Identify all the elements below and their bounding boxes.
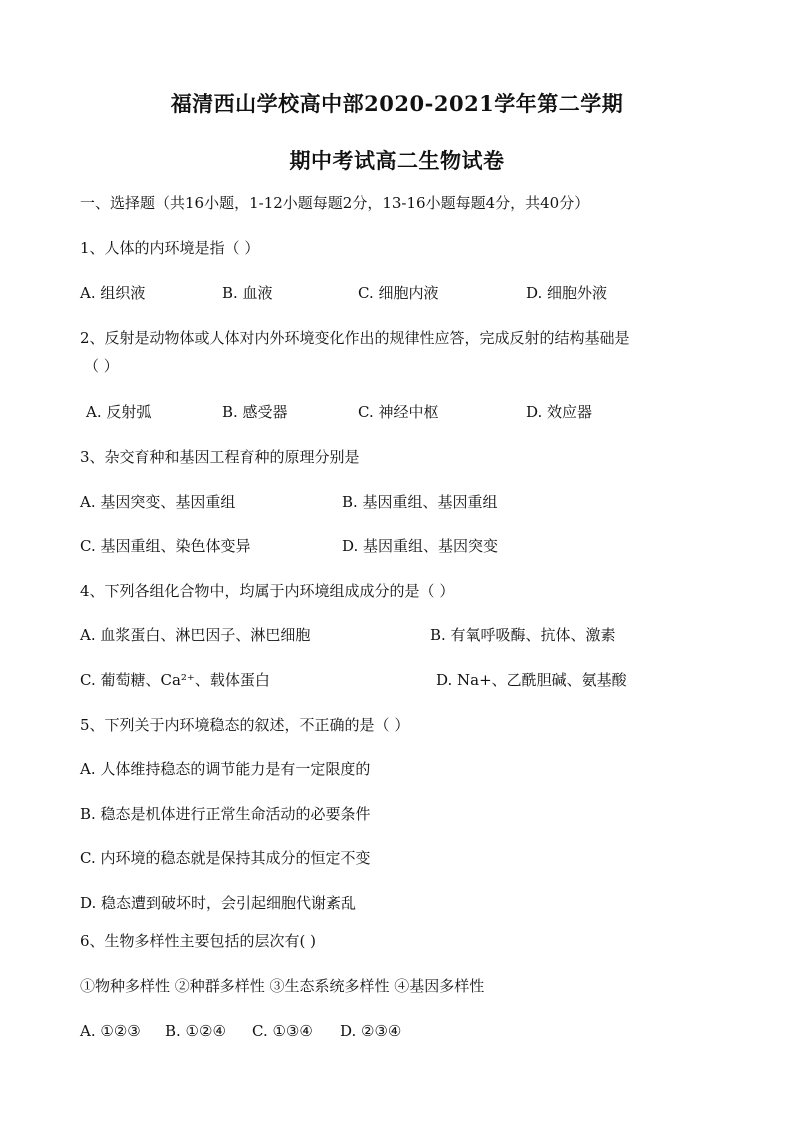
question-4-option-b: B. 有氧呼吸酶、抗体、激素 bbox=[430, 626, 616, 644]
question-2-option-d: D. 效应器 bbox=[526, 403, 593, 421]
question-5-stem: 5、下列关于内环境稳态的叙述，不正确的是（ ） bbox=[80, 716, 410, 734]
question-1-option-b: B. 血液 bbox=[222, 284, 273, 302]
question-1-option-c: C. 细胞内液 bbox=[358, 284, 439, 302]
question-2-option-c: C. 神经中枢 bbox=[358, 403, 439, 421]
question-6-option-d: D. ②③④ bbox=[340, 1022, 402, 1040]
question-6-items: ①物种多样性 ②种群多样性 ③生态系统多样性 ④基因多样性 bbox=[80, 977, 485, 995]
question-3-option-b: B. 基因重组、基因重组 bbox=[342, 493, 498, 511]
question-4-stem: 4、下列各组化合物中，均属于内环境组成成分的是（ ） bbox=[80, 582, 455, 600]
question-4-option-c: C. 葡萄糖、Ca²⁺、载体蛋白 bbox=[80, 671, 270, 689]
section-heading: 一、选择题（共16小题，1-12小题每题2分，13-16小题每题4分，共40分） bbox=[80, 194, 590, 212]
question-3-stem: 3、杂交育种和基因工程育种的原理分别是 bbox=[80, 448, 360, 466]
exam-title-line1: 福清西山学校高中部2020-2021学年第二学期 bbox=[170, 91, 624, 116]
question-2-option-a: A. 反射弧 bbox=[86, 403, 152, 421]
question-3-option-c: C. 基因重组、染色体变异 bbox=[80, 537, 251, 555]
question-4-option-a: A. 血浆蛋白、淋巴因子、淋巴细胞 bbox=[80, 626, 311, 644]
question-4-option-d: D. Na+、乙酰胆碱、氨基酸 bbox=[436, 671, 627, 689]
question-2-option-b: B. 感受器 bbox=[222, 403, 288, 421]
question-2-stem-cont: （ ） bbox=[84, 357, 119, 375]
question-5-option-a: A. 人体维持稳态的调节能力是有一定限度的 bbox=[80, 760, 371, 778]
question-5-option-d: D. 稳态遭到破坏时，会引起细胞代谢紊乱 bbox=[80, 894, 357, 912]
question-5-option-b: B. 稳态是机体进行正常生命活动的必要条件 bbox=[80, 805, 371, 823]
question-5-option-c: C. 内环境的稳态就是保持其成分的恒定不变 bbox=[80, 849, 371, 867]
exam-title-line2: 期中考试高二生物试卷 bbox=[289, 148, 505, 173]
question-3-option-d: D. 基因重组、基因突变 bbox=[342, 537, 499, 555]
question-6-option-a: A. ①②③ bbox=[80, 1022, 141, 1040]
question-6-option-c: C. ①③④ bbox=[252, 1022, 313, 1040]
question-1-stem: 1、人体的内环境是指（ ） bbox=[80, 239, 260, 257]
question-1-option-a: A. 组织液 bbox=[80, 284, 146, 302]
question-6-stem: 6、生物多样性主要包括的层次有( ) bbox=[80, 932, 317, 950]
question-3-option-a: A. 基因突变、基因重组 bbox=[80, 493, 236, 511]
question-1-option-d: D. 细胞外液 bbox=[526, 284, 608, 302]
question-6-option-b: B. ①②④ bbox=[165, 1022, 226, 1040]
question-2-stem: 2、反射是动物体或人体对内外环境变化作出的规律性应答，完成反射的结构基础是 bbox=[80, 329, 630, 347]
